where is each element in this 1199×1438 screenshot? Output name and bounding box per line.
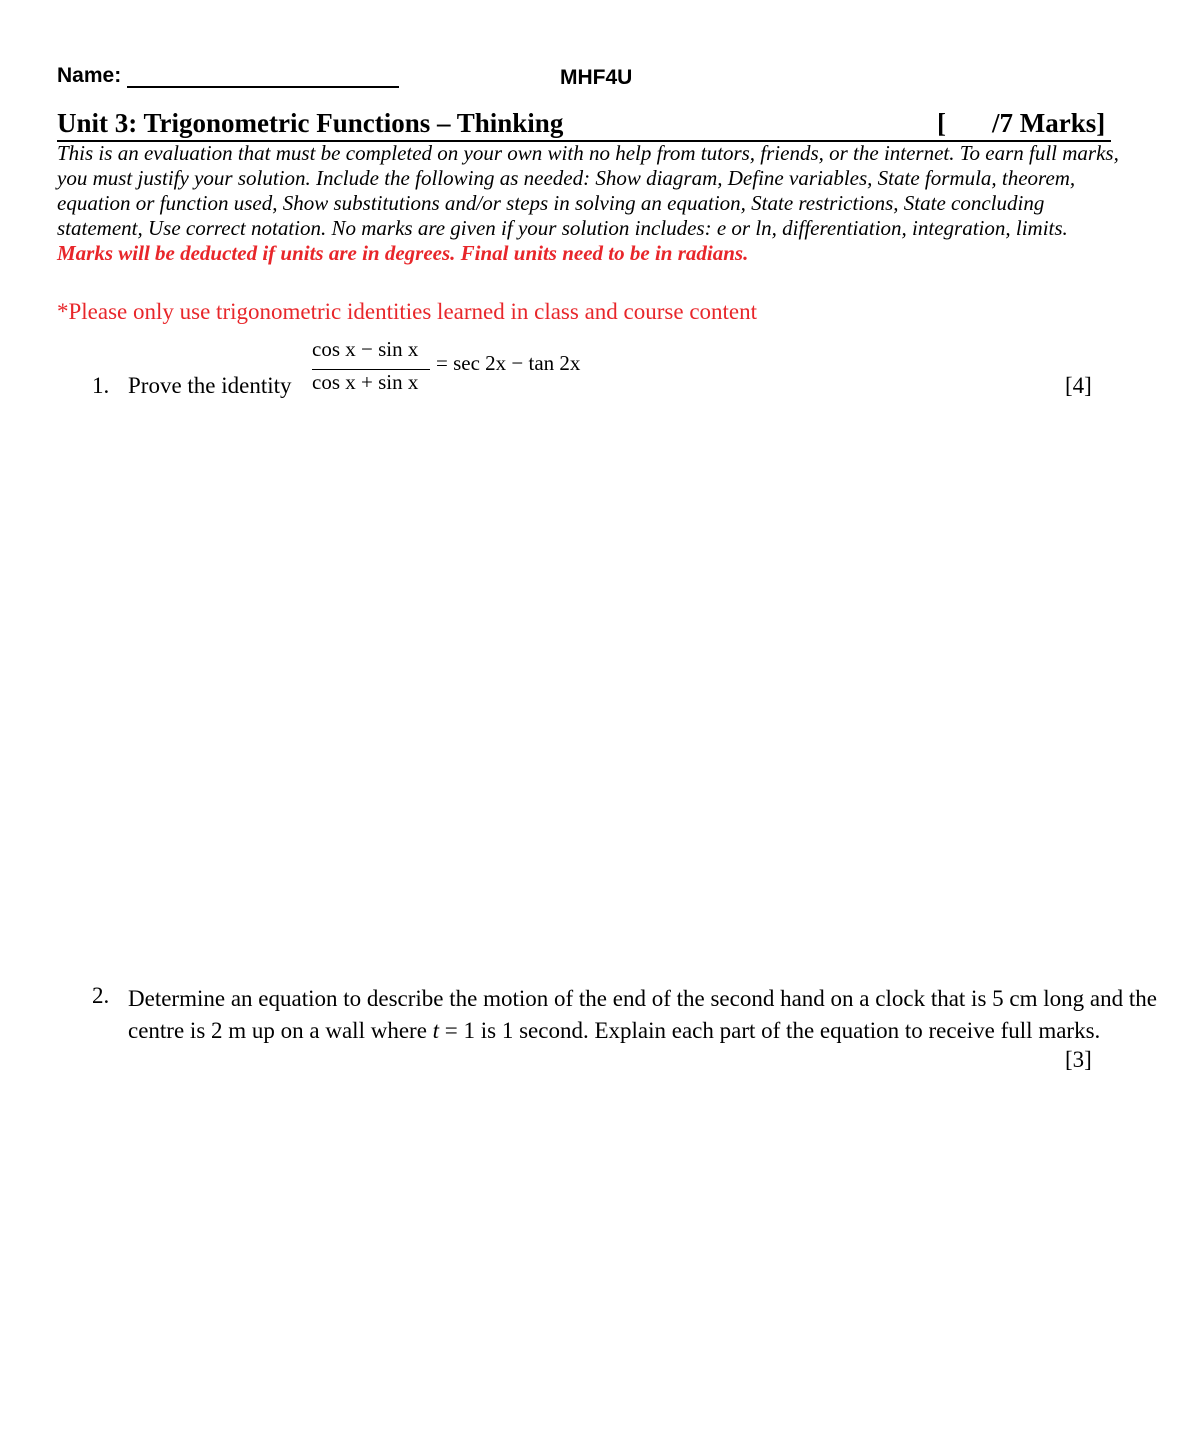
total-marks: [937, 108, 1105, 139]
identity-note: *Please only use trigonometric identities learned in class and course content: [57, 299, 758, 324]
instructions: [57, 141, 1119, 266]
fraction-denominator: cos x + sin x: [312, 370, 419, 394]
marks-open-bracket: [: [937, 108, 946, 138]
course-code: MHF4U: [560, 66, 633, 89]
question-1-text: Prove the identity: [128, 373, 292, 398]
question-2-text-after: = 1 is 1 second. Explain each part of the equation to receive full marks.: [439, 1018, 1101, 1043]
time-variable: t: [432, 1018, 440, 1043]
page-title: Unit 3: Trigonometric Functions – Thinking: [57, 108, 564, 138]
question-1-marks: [4]: [1065, 373, 1092, 398]
name-label: Name:: [57, 64, 122, 87]
identity-right-side: = sec 2x − tan 2x: [436, 351, 581, 375]
question-2-marks: [3]: [1065, 1047, 1092, 1072]
question-2-number: 2.: [92, 983, 110, 1008]
title-row: [57, 108, 1111, 142]
question-2-text-before: Determine an equation to describe the motion of the end of the second hand on a clock that is 5 cm long and the centre is 2 m up on a wall where: [128, 986, 1157, 1043]
instructions-body: This is an evaluation that must be completed on your own with no help from tutors, friends, or the internet. To earn full marks, you must justify your solution. Include the following as needed: Show diagram, Define variables, State formula, theorem, equation or function used, Show substitutions and/or steps in solving an equation, State restrictions, State concluding statement, Use correct notation. No marks are given if your solution includes: e or ln, differentiation, integration, limits.: [57, 141, 1119, 240]
name-blank-line: [127, 66, 399, 88]
units-warning: Marks will be deducted if units are in degrees. Final units need to be in radians.: [57, 241, 749, 265]
marks-total-label: /7 Marks]: [992, 108, 1106, 138]
question-1-number: 1.: [92, 373, 110, 398]
question-2-text: [128, 983, 1188, 1047]
name-field: [57, 64, 399, 88]
fraction-numerator: cos x − sin x: [312, 337, 419, 361]
